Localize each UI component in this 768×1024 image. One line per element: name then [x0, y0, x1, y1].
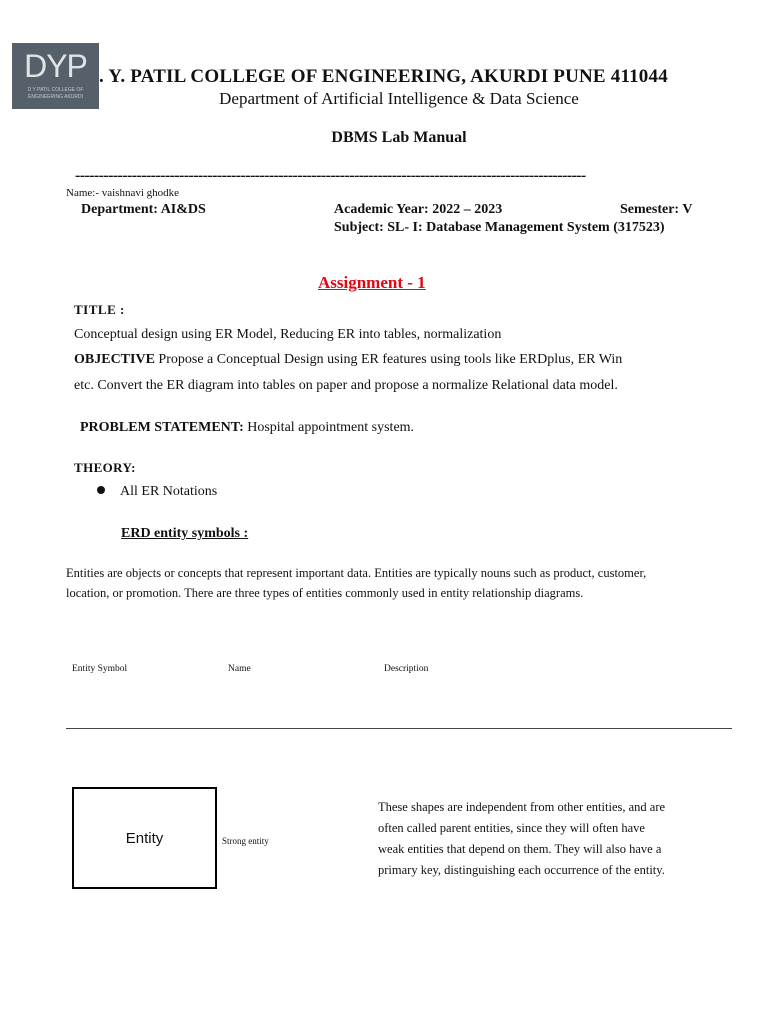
entity-desc-line-3: weak entities that depend on them. They will also have a — [378, 842, 662, 856]
objective-text-2: etc. Convert the ER diagram into tables on paper and propose a normalize Relational data model. — [74, 378, 618, 393]
entity-symbol-label: Entity — [125, 829, 164, 847]
theory-label: THEORY: — [74, 460, 136, 475]
objective-line-1 — [74, 352, 622, 368]
bullet-icon — [97, 486, 105, 494]
entities-desc-line-2: location, or promotion. There are three types of entities commonly used in entity relationship diagrams. — [66, 586, 584, 600]
student-name: Name:- vaishnavi ghodke — [66, 187, 180, 199]
problem-statement — [80, 420, 414, 436]
title-text: Conceptual design using ER Model, Reducing ER into tables, normalization — [74, 327, 502, 342]
entity-desc-line-2: often called parent entities, since they will often have — [378, 821, 645, 835]
department-line: Department of Artificial Intelligence & Data Science — [219, 89, 579, 108]
problem-text: Hospital appointment system. — [243, 420, 415, 435]
objective-label: OBJECTIVE — [74, 352, 155, 367]
bullet-text: All ER Notations — [120, 484, 218, 499]
entities-desc-line-1: Entities are objects or concepts that represent important data. Entities are typically nouns such as product, customer, — [66, 566, 647, 580]
college-name: . Y. PATIL COLLEGE OF ENGINEERING, AKURDI PUNE 411044 — [99, 66, 668, 87]
separator-line: ------------------------------------------------------------------------------------------------------------ — [75, 167, 586, 184]
logo-subtext: D Y PATIL COLLEGE OF ENGINEERING AKURDI — [27, 87, 84, 100]
entity-desc-line-1: These shapes are independent from other entities, and are — [378, 800, 666, 814]
semester: Semester: V — [620, 202, 693, 217]
entity-symbol — [72, 787, 217, 889]
objective-text-1: Propose a Conceptual Design using ER features using tools like ERDplus, ER Win — [154, 352, 623, 367]
table-header-name: Name — [228, 664, 251, 674]
entity-desc-line-4: primary key, distinguishing each occurrence of the entity. — [378, 863, 665, 877]
logo-mark: DYP — [24, 48, 87, 84]
manual-title: DBMS Lab Manual — [331, 129, 467, 146]
subject: Subject: SL- I: Database Management System (317523) — [334, 220, 665, 235]
problem-label: PROBLEM STATEMENT: — [80, 420, 244, 435]
table-header-symbol: Entity Symbol — [72, 664, 128, 674]
assignment-heading: Assignment - 1 — [318, 273, 426, 292]
entity-name: Strong entity — [222, 836, 269, 846]
title-label: TITLE : — [74, 302, 125, 317]
table-divider — [66, 728, 732, 729]
department-label: Department: AI&DS — [81, 202, 206, 217]
academic-year: Academic Year: 2022 – 2023 — [334, 202, 503, 217]
erd-heading: ERD entity symbols : — [121, 526, 249, 541]
table-header-description: Description — [384, 664, 429, 674]
